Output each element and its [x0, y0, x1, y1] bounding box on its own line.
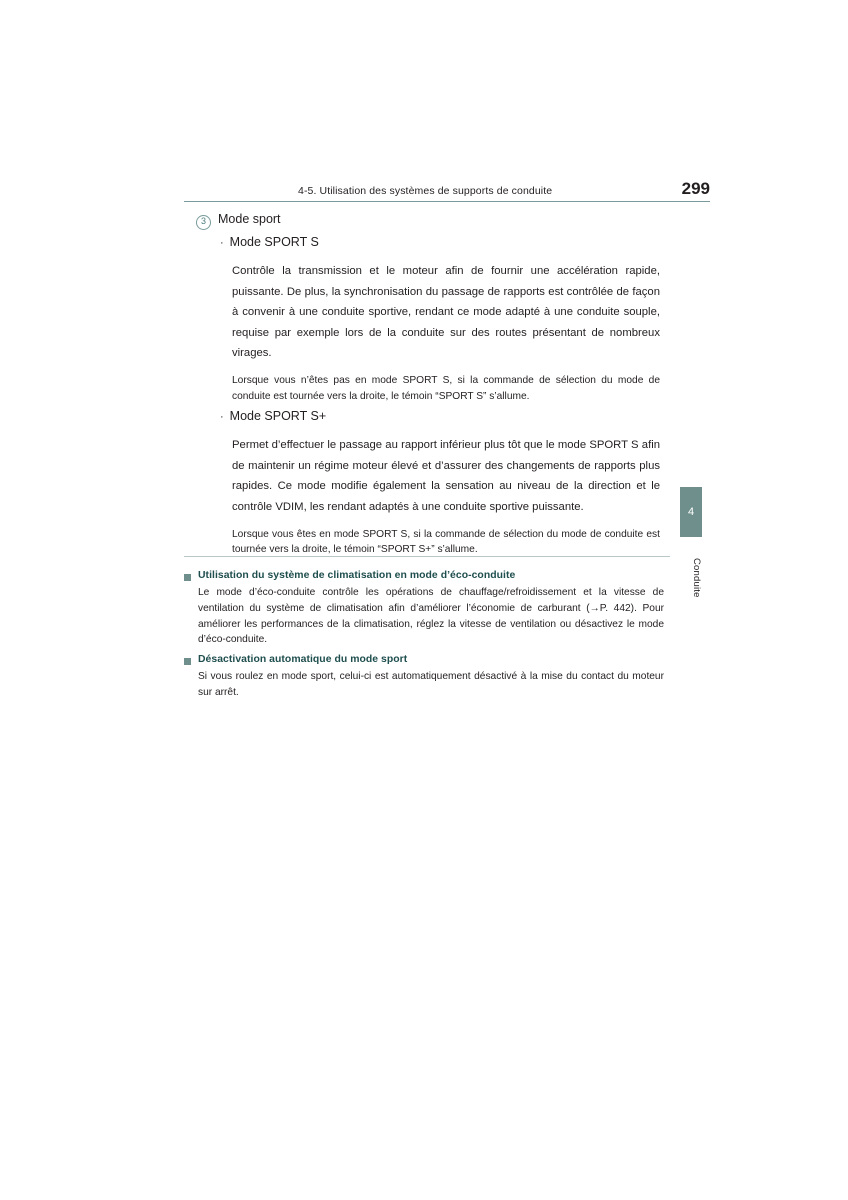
list-item-label: Mode SPORT S	[229, 235, 319, 249]
note-body: Le mode d’éco-conduite contrôle les opérations de chauffage/refroidissement et la vitesse de ventilation du système de climatisation afin d’améliorer l’économie de carburant (→P. 442). Pour améliorer les performances de la climatisation, réglez la vitesse de ventilation ou désactivez le mode d’éco-conduite.	[198, 587, 664, 646]
page-header	[184, 180, 710, 202]
square-bullet-icon	[184, 658, 191, 665]
page-number: 299	[681, 179, 710, 198]
paragraph-note: Lorsque vous n’êtes pas en mode SPORT S, si la commande de sélection du mode de conduite est tournée vers la droite, le témoin “SPORT S” s’allume.	[232, 374, 660, 402]
list-item	[184, 409, 710, 425]
bullet-dot-icon: ·	[220, 237, 224, 249]
note-heading: Utilisation du système de climatisation en mode d’éco-conduite	[198, 570, 516, 581]
note-heading-row	[184, 654, 668, 665]
paragraph-note: Lorsque vous êtes en mode SPORT S, si la commande de sélection du mode de conduite est tournée vers la droite, le témoin “SPORT S+” s’allume.	[232, 528, 660, 556]
paragraph: Permet d’effectuer le passage au rapport inférieur plus tôt que le mode SPORT S afin de maintenir un régime moteur élevé et d’assurer des changements de rapports plus rapides. Ce mode modifie également la sensation au niveau de la direction et le contrôle VDIM, les rendant adaptés à une conduite sportive puissante.	[232, 439, 660, 513]
note-heading-row	[184, 570, 668, 581]
paragraph: Contrôle la transmission et le moteur afin de fournir une accélération rapide, puissante. De plus, la synchronisation du passage de rapports est contrôlée de façon à convenir à une conduite sportive, rendant ce mode adapté à une conduite souple, requise par exemple lors de la conduite sur des routes présentant de nombreux virages.	[232, 265, 660, 360]
header-divider	[184, 201, 710, 202]
note-heading: Désactivation automatique du mode sport	[198, 654, 408, 666]
header-section-title: 4-5. Utilisation des systèmes de supports de conduite	[298, 185, 553, 197]
square-bullet-icon	[184, 574, 191, 581]
list-item-label: Mode SPORT S+	[229, 409, 327, 424]
chapter-tab-label: Conduite	[691, 558, 702, 598]
chapter-tab-number: 4	[687, 506, 695, 518]
circled-number-icon: 3	[196, 215, 211, 230]
main-content	[184, 212, 710, 558]
list-item	[184, 235, 710, 251]
numbered-item-label: Mode sport	[218, 212, 281, 226]
section-divider	[184, 556, 670, 557]
bullet-dot-icon: ·	[220, 411, 224, 424]
notes-section	[184, 564, 668, 701]
numbered-item	[184, 212, 710, 230]
note-body: Si vous roulez en mode sport, celui-ci est automatiquement désactivé à la mise du contact du moteur sur arrêt.	[198, 671, 664, 699]
